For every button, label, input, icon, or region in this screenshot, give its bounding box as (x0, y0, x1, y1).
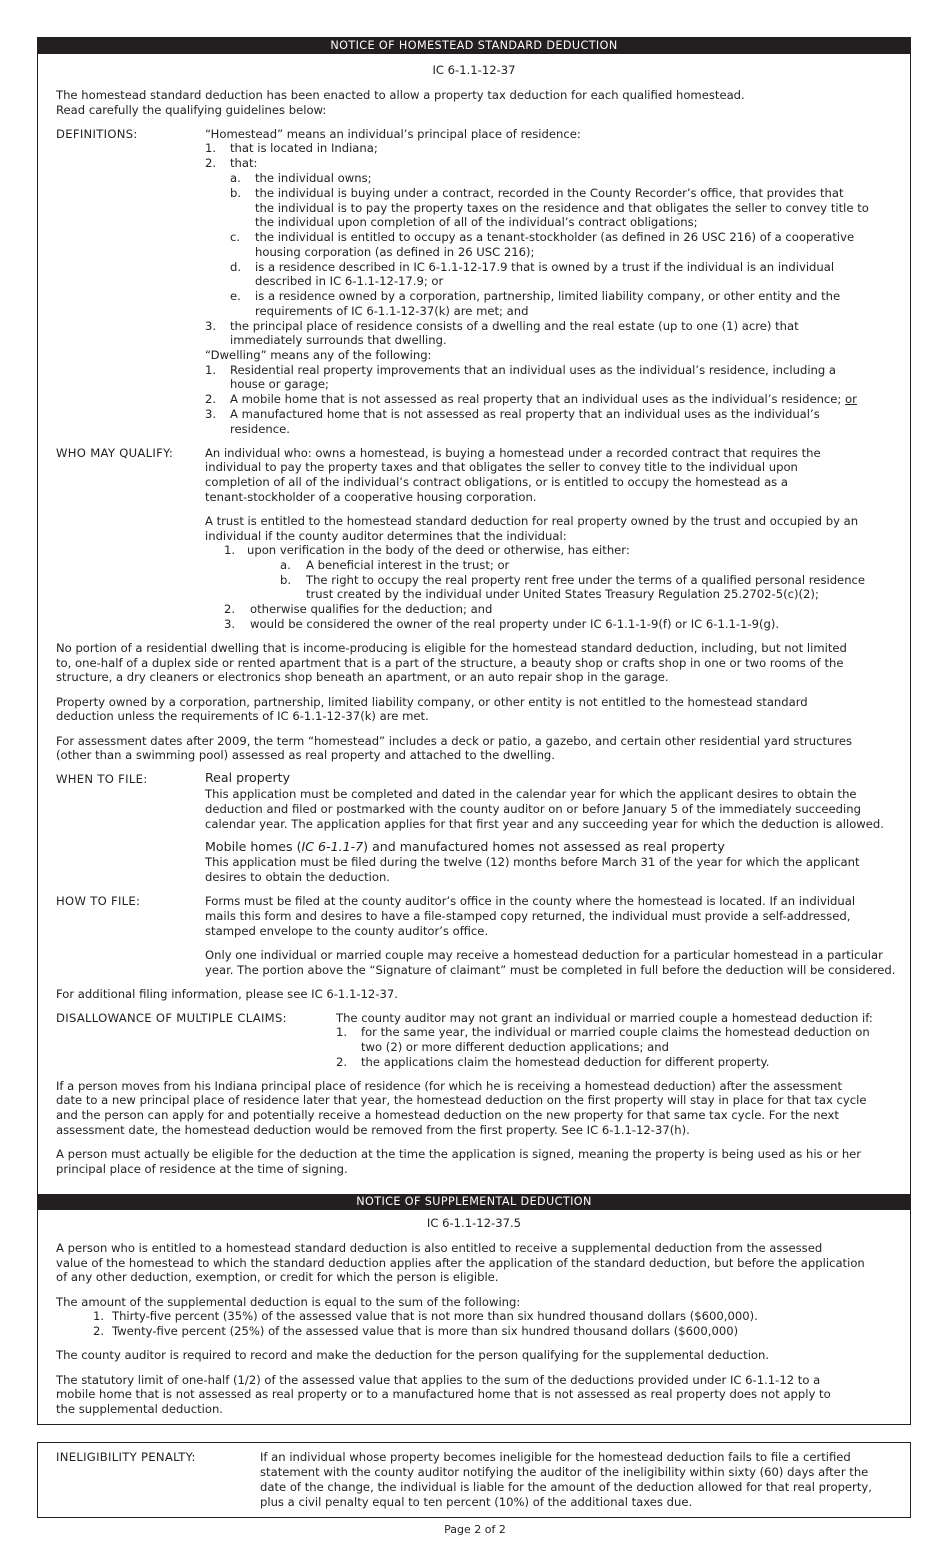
paragraph-line: tenant-stockholder of a cooperative housing corporation. (205, 490, 537, 504)
paragraph-line: statement with the county auditor notifying the auditor of the ineligibility within sixty (60) days after the (260, 1465, 869, 1479)
intro-line: Read carefully the qualifying guidelines below: (56, 103, 327, 117)
list-item: requirements of IC 6-1.1-12-37(k) are met; and (255, 304, 529, 318)
homestead-definition: “Homestead” means an individual’s principal place of residence: (205, 127, 581, 141)
list-item: residence. (230, 422, 290, 436)
list-number: 2. (93, 1324, 105, 1338)
paragraph-line: An individual who: owns a homestead, is buying a homestead under a recorded contract that requires the (205, 446, 821, 460)
list-item: would be considered the owner of the real property under IC 6-1.1-1-9(f) or IC 6-1.1-1-9(g). (250, 617, 780, 631)
paragraph-line: deduction unless the requirements of IC 6-1.1-12-37(k) are met. (56, 709, 429, 723)
paragraph-line: of any other deduction, exemption, or credit for which the person is eligible. (56, 1270, 499, 1284)
real-property-heading: Real property (205, 770, 291, 785)
list-item: two (2) or more different deduction applications; and (361, 1040, 669, 1054)
list-number: 2. (224, 602, 236, 616)
paragraph-line: desires to obtain the deduction. (205, 870, 390, 884)
list-item: trust created by the individual under United States Treasury Regulation 25.2702-5(c)(2); (306, 587, 819, 601)
paragraph-line: mails this form and desires to have a file-stamped copy returned, the individual must provide a self-addressed, (205, 909, 851, 923)
list-item: A manufactured home that is not assessed as real property that an individual uses as the individual’s (230, 407, 820, 421)
additional-info: For additional filing information, please see IC 6-1.1-12-37. (56, 987, 398, 1001)
list-item: the applications claim the homestead deduction for different property. (361, 1055, 770, 1069)
paragraph-line: The county auditor is required to record and make the deduction for the person qualifying for the supplemental deduction. (56, 1348, 770, 1362)
list-number: 1. (336, 1025, 348, 1039)
paragraph-line: If a person moves from his Indiana principal place of residence (for which he is receiving a homestead deduction) after the assessment (56, 1079, 843, 1093)
paragraph-line: date to a new principal place of residence later that year, the homestead deduction on the first property will stay in place for that tax cycle (56, 1093, 867, 1107)
ineligibility-penalty-section (37, 1442, 911, 1518)
list-item: The right to occupy the real property rent free under the terms of a qualified personal residence (306, 573, 866, 587)
list-item: the principal place of residence consists of a dwelling and the real estate (up to one (1) acre) that (230, 319, 799, 333)
paragraph-line: (other than a swimming pool) assessed as real property and attached to the dwelling. (56, 748, 555, 762)
list-item (230, 392, 857, 407)
paragraph-line: date of the change, the individual is liable for the amount of the deduction allowed for that real property, (260, 1480, 872, 1494)
list-item: A beneficial interest in the trust; or (306, 558, 510, 572)
list-number: 3. (224, 617, 236, 631)
paragraph-line: Property owned by a corporation, partnership, limited liability company, or other entity is not entitled to the homestead standard (56, 695, 808, 709)
underlined-or: or (845, 392, 857, 406)
paragraph-line: A person who is entitled to a homestead standard deduction is also entitled to receive a supplemental deduction from the assessed (56, 1241, 823, 1255)
list-item: is a residence owned by a corporation, partnership, limited liability company, or other entity and the (255, 289, 841, 303)
list-number: 1. (93, 1309, 105, 1323)
list-item: housing corporation (as defined in 26 USC 216); (255, 245, 535, 259)
paragraph-line: For assessment dates after 2009, the term “homestead” includes a deck or patio, a gazebo, and certain other residential yard structures (56, 734, 853, 748)
list-item: the individual is buying under a contract, recorded in the County Recorder’s office, that provides that (255, 186, 844, 200)
list-item: house or garage; (230, 377, 329, 391)
list-item: that: (230, 156, 258, 170)
list-letter: d. (230, 260, 242, 274)
dwelling-definition: “Dwelling” means any of the following: (205, 348, 432, 362)
list-letter: a. (230, 171, 241, 185)
list-number: 2. (205, 156, 217, 170)
paragraph-line: This application must be filed during the twelve (12) months before March 31 of the year for which the applicant (205, 855, 860, 869)
section-header: NOTICE OF HOMESTEAD STANDARD DEDUCTION (38, 38, 910, 54)
definitions-label: DEFINITIONS: (56, 127, 138, 141)
paragraph-line: Only one individual or married couple may receive a homestead deduction for a particular homestead in a particular (205, 948, 883, 962)
list-item: Twenty-five percent (25%) of the assessed value that is more than six hundred thousand dollars ($600,000) (112, 1324, 739, 1338)
paragraph-line: Forms must be filed at the county auditor’s office in the county where the homestead is located. If an individual (205, 894, 856, 908)
paragraph-line: calendar year. The application applies for that first year and any succeeding year for which the deduction is allowed. (205, 817, 884, 831)
disallowance-label: DISALLOWANCE OF MULTIPLE CLAIMS: (56, 1011, 287, 1025)
how-to-file-label: HOW TO FILE: (56, 894, 141, 908)
paragraph-line: completion of all of the individual’s contract obligations, or is entitled to occupy the homestead as a (205, 475, 789, 489)
list-item: Thirty-five percent (35%) of the assessed value that is not more than six hundred thousand dollars ($600,000). (112, 1309, 758, 1323)
paragraph-line: mobile home that is not assessed as real property or to a manufactured home that is not assessed as real property does not apply to (56, 1387, 831, 1401)
paragraph-line: The county auditor may not grant an individual or married couple a homestead deduction if: (336, 1011, 873, 1025)
paragraph-line: to, one-half of a duplex side or rented apartment that is a part of the structure, a beauty shop or crafts shop in one or two rooms of the (56, 656, 844, 670)
heading-text: Mobile homes ( (205, 839, 302, 854)
list-item: the individual owns; (255, 171, 372, 185)
list-item: the individual is to pay the property taxes on the residence and that obligates the seller to convey title to (255, 201, 869, 215)
paragraph-line: principal place of residence at the time of signing. (56, 1162, 348, 1176)
paragraph-line: This application must be completed and dated in the calendar year for which the applicant desires to obtain the (205, 787, 857, 801)
list-item: otherwise qualifies for the deduction; and (250, 602, 493, 616)
page-number: Page 2 of 2 (444, 1523, 506, 1536)
homestead-notice-section (37, 37, 911, 1425)
paragraph-line: The amount of the supplemental deduction is equal to the sum of the following: (56, 1295, 521, 1309)
list-item: immediately surrounds that dwelling. (230, 333, 447, 347)
paragraph-line: If an individual whose property becomes ineligible for the homestead deduction fails to file a certified (260, 1450, 851, 1464)
intro-line: The homestead standard deduction has been enacted to allow a property tax deduction for each qualified homestead. (56, 88, 745, 102)
paragraph-line: A trust is entitled to the homestead standard deduction for real property owned by the trust and occupied by an (205, 514, 859, 528)
paragraph-line: individual to pay the property taxes and that obligates the seller to convey title to the individual upon (205, 460, 798, 474)
list-item: upon verification in the body of the deed or otherwise, has either: (247, 543, 630, 557)
list-number: 1. (224, 543, 236, 557)
list-item: the individual upon completion of all of the individual’s contract obligations; (255, 215, 698, 229)
paragraph-line: value of the homestead to which the standard deduction applies after the application of the standard deduction, but before the application (56, 1256, 865, 1270)
heading-citation: IC 6-1.1-7 (301, 839, 364, 854)
list-letter: b. (280, 573, 292, 587)
list-item: is a residence described in IC 6-1.1-12-17.9 that is owned by a trust if the individual is an individual (255, 260, 835, 274)
list-item: that is located in Indiana; (230, 141, 378, 155)
list-item: Residential real property improvements that an individual uses as the individual’s residence, including a (230, 363, 837, 377)
paragraph-line: structure, a dry cleaners or electronics shop beneath an apartment, or an auto repair shop in the garage. (56, 670, 669, 684)
list-item: described in IC 6-1.1-12-17.9; or (255, 274, 444, 288)
paragraph-line: and the person can apply for and potentially receive a homestead deduction on the new property for that same tax cycle. For the next (56, 1108, 839, 1122)
mobile-homes-heading (205, 840, 725, 855)
statute-citation: IC 6-1.1-12-37.5 (426, 1216, 522, 1230)
list-letter: c. (230, 230, 241, 244)
list-number: 3. (205, 407, 217, 421)
list-letter: e. (230, 289, 241, 303)
paragraph-line: plus a civil penalty equal to ten percent (10%) of the additional taxes due. (260, 1495, 693, 1509)
paragraph-line: year. The portion above the “Signature of claimant” must be completed in full before the deduction will be considered. (205, 963, 896, 977)
paragraph-line: The statutory limit of one-half (1/2) of the assessed value that applies to the sum of the deductions provided under IC 6-1.1-12 to a (56, 1373, 821, 1387)
paragraph-line: A person must actually be eligible for the deduction at the time the application is signed, meaning the property is being used as his or her (56, 1147, 862, 1161)
paragraph-line: deduction and filed or postmarked with the county auditor on or before January 5 of the immediately succeeding (205, 802, 861, 816)
list-number: 3. (205, 319, 217, 333)
list-number: 2. (336, 1055, 348, 1069)
list-number: 1. (205, 363, 217, 377)
paragraph-line: No portion of a residential dwelling that is income-producing is eligible for the homestead standard deduction, including, but not limited (56, 641, 847, 655)
list-item: the individual is entitled to occupy as a tenant-stockholder (as defined in 26 USC 216) of a cooperative (255, 230, 855, 244)
statute-citation: IC 6-1.1-12-37 (432, 63, 516, 77)
section-header: NOTICE OF SUPPLEMENTAL DEDUCTION (38, 1194, 910, 1210)
list-number: 2. (205, 392, 217, 406)
list-letter: b. (230, 186, 242, 200)
penalty-label: INELIGIBILITY PENALTY: (56, 1450, 196, 1464)
when-to-file-label: WHEN TO FILE: (56, 772, 148, 786)
list-letter: a. (280, 558, 291, 572)
paragraph-line: the supplemental deduction. (56, 1402, 223, 1416)
list-item: for the same year, the individual or married couple claims the homestead deduction on (361, 1025, 870, 1039)
heading-text: ) and manufactured homes not assessed as real property (363, 839, 725, 854)
paragraph-line: individual if the county auditor determines that the individual: (205, 529, 567, 543)
paragraph-line: stamped envelope to the county auditor’s office. (205, 924, 489, 938)
list-number: 1. (205, 141, 217, 155)
who-may-qualify-label: WHO MAY QUALIFY: (56, 446, 174, 460)
paragraph-line: assessment date, the homestead deduction would be removed from the first property. See IC 6-1.1-12-37(h). (56, 1123, 690, 1137)
list-item-text: A mobile home that is not assessed as real property that an individual uses as the individual’s residence; (230, 392, 842, 406)
